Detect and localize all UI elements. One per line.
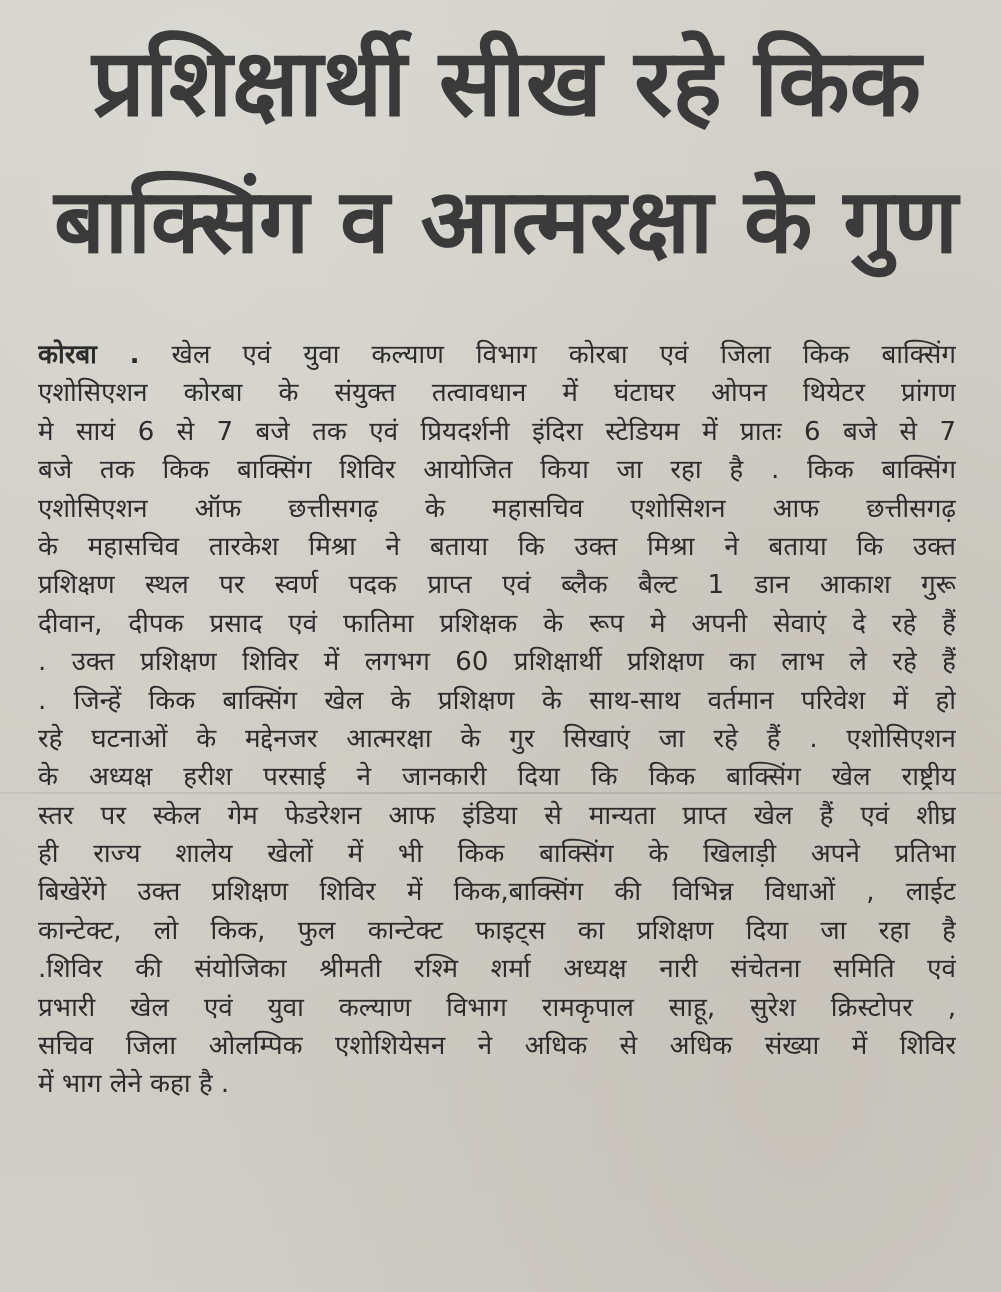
- article-line: बजे तक किक बाक्सिंग शिविर आयोजित किया जा रहा है . किक बाक्सिंग: [38, 455, 956, 486]
- article-line: प्रशिक्षण स्थल पर स्वर्ण पदक प्राप्त एवं ब्लैक बैल्ट 1 डान आकाश गुरू: [38, 570, 956, 601]
- article-line: मे सायं 6 से 7 बजे तक एवं प्रियदर्शनी इंदिरा स्टेडियम में प्रातः 6 बजे से 7: [38, 416, 956, 447]
- article-line: . जिन्हें किक बाक्सिंग खेल के प्रशिक्षण के साथ-साथ वर्तमान परिवेश में हो: [38, 685, 956, 716]
- article-line-text: खेल एवं युवा कल्याण विभाग कोरबा एवं जिला किक बाक्सिंग: [171, 340, 956, 370]
- headline-line-1: प्रशिक्षार्थी सीख रहे किक: [92, 29, 922, 137]
- article-line: एशोसिएशन कोरबा के संयुक्त तत्वावधान में घंटाघर ओपन थियेटर प्रांगण: [38, 378, 956, 409]
- article-line: .शिविर की संयोजिका श्रीमती रश्मि शर्मा अध्यक्ष नारी संचेतना समिति एवं: [38, 954, 956, 985]
- article-line: स्तर पर स्केल गेम फेडरेशन आफ इंडिया से मान्यता प्राप्त खेल हैं एवं शीघ्र: [38, 800, 956, 831]
- article-line: [38, 336, 956, 374]
- article-line: में भाग लेने कहा है .: [38, 1069, 230, 1100]
- headline-line-2: बाक्सिंग व आत्मरक्षा के गुण: [54, 169, 958, 273]
- article-line: कान्टेक्ट, लो किक, फुल कान्टेक्ट फाइट्स का प्रशिक्षण दिया जा रहा है: [38, 915, 956, 946]
- article-line: के अध्यक्ष हरीश परसाई ने जानकारी दिया कि किक बाक्सिंग खेल राष्ट्रीय: [38, 762, 956, 793]
- article-line: सचिव जिला ओलम्पिक एशोशियेसन ने अधिक से अधिक संख्या में शिविर: [38, 1031, 956, 1062]
- article-line: ही राज्य शालेय खेलों में भी किक बाक्सिंग के खिलाड़ी अपने प्रतिभा: [38, 839, 956, 870]
- article-line: . उक्त प्रशिक्षण शिविर में लगभग 60 प्रशिक्षार्थी प्रशिक्षण का लाभ ले रहे हैं: [38, 647, 956, 678]
- article-line: प्रभारी खेल एवं युवा कल्याण विभाग रामकृपाल साहू, सुरेश क्रिस्टोपर ,: [38, 992, 956, 1023]
- article-line: रहे घटनाओं के मद्देनजर आत्मरक्षा के गुर सिखाएं जा रहे हैं . एशोसिएशन: [38, 723, 956, 754]
- article-line: के महासचिव तारकेश मिश्रा ने बताया कि उक्त मिश्रा ने बताया कि उक्त: [38, 531, 956, 562]
- article-line: एशोसिएशन ऑफ छत्तीसगढ़ के महासचिव एशोसिशन आफ छत्तीसगढ़: [38, 493, 956, 524]
- headline: [40, 14, 980, 290]
- dateline: कोरबा .: [38, 340, 140, 370]
- article-body: [38, 336, 956, 1104]
- article-line: दीवान, दीपक प्रसाद एवं फातिमा प्रशिक्षक के रूप मे अपनी सेवाएं दे रहे हैं: [38, 608, 956, 639]
- article-line: बिखेरेंगे उक्त प्रशिक्षण शिविर में किक,बाक्सिंग की विभिन्न विधाओं , लाईट: [38, 877, 956, 908]
